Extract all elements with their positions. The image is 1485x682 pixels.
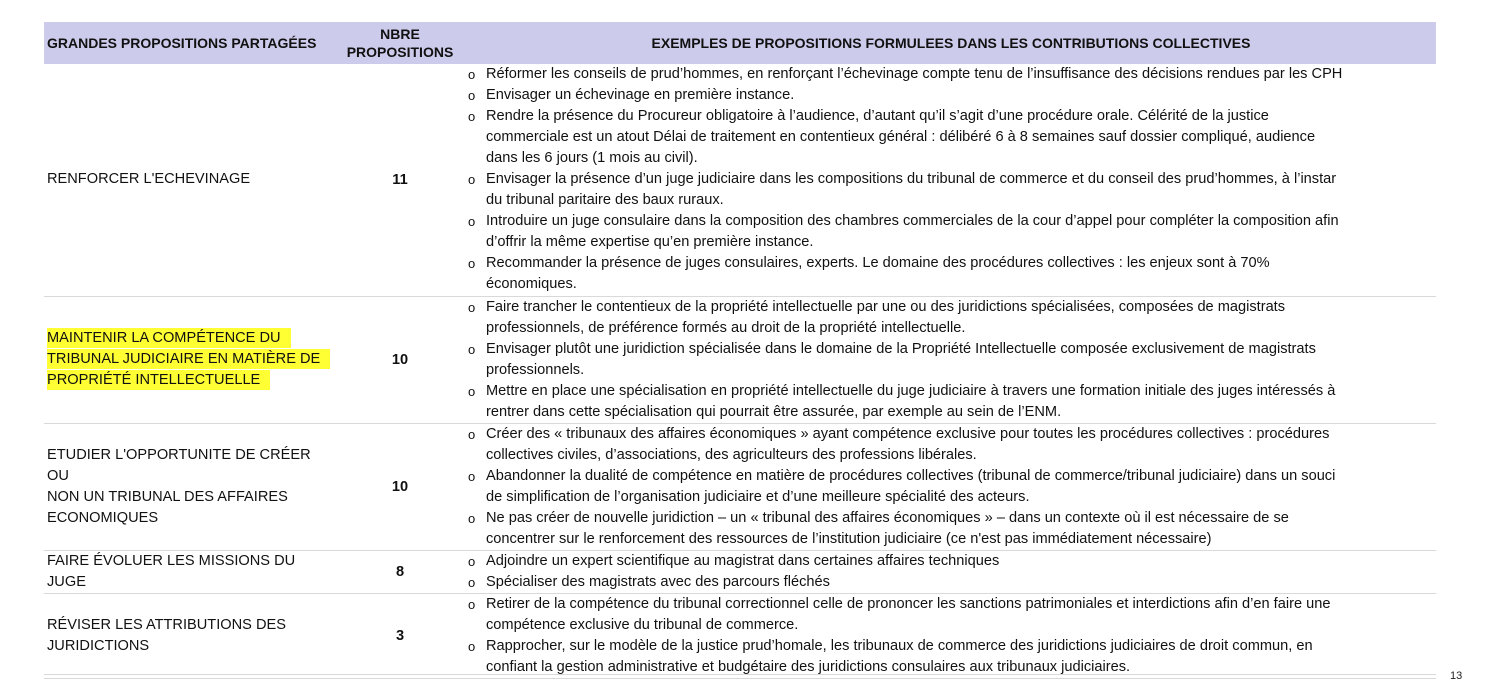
header-count-line2: PROPOSITIONS [346, 44, 454, 60]
list-item-line: concentrer sur le renforcement des ressources de l’institution judiciaire (ce n'est pas immédiatement nécessaire) [486, 530, 1212, 547]
list-item [466, 508, 1436, 550]
list-item-line: Ne pas créer de nouvelle juridiction – un « tribunal des affaires économiques » – dans un contexte où il est nécessaire de se [486, 509, 1289, 526]
list-item-line: Introduire un juge consulaire dans la composition des chambres commerciales de la cour d’appel pour compléter la composition afin [486, 213, 1339, 230]
examples-list [466, 424, 1436, 550]
proposition-title-line: RENFORCER L'ECHEVINAGE [47, 171, 251, 188]
proposition-count: 10 [334, 296, 466, 423]
proposition-title-line: NON UN TRIBUNAL DES AFFAIRES [47, 488, 288, 505]
list-item [466, 64, 1436, 85]
hollow-bullet-icon: o [468, 214, 476, 230]
examples-list [466, 551, 1436, 593]
proposition-title-line: ETUDIER L'OPPORTUNITE DE CRÉER OU [47, 446, 311, 484]
hollow-bullet-icon: o [468, 299, 476, 315]
proposition-title-line: TRIBUNAL JUDICIAIRE EN MATIÈRE DE [47, 349, 330, 369]
examples-list [466, 64, 1436, 295]
hollow-bullet-icon: o [468, 341, 476, 357]
proposition-title-line: ECONOMIQUES [47, 509, 159, 526]
hollow-bullet-icon: o [468, 109, 476, 125]
hollow-bullet-icon: o [468, 172, 476, 188]
proposition-count: 3 [334, 593, 466, 678]
proposition-count: 8 [334, 550, 466, 593]
list-item-line: Faire trancher le contentieux de la propriété intellectuelle par une ou des juridictions spécialisées, composées de magistrats [486, 298, 1286, 315]
header-examples: EXEMPLES DE PROPOSITIONS FORMULEES DANS LES CONTRIBUTIONS COLLECTIVES [466, 22, 1436, 64]
hollow-bullet-icon: o [468, 383, 476, 399]
proposition-title-line: RÉVISER LES ATTRIBUTIONS DES [47, 616, 286, 633]
list-item-line: compétence exclusive du tribunal de commerce. [486, 616, 799, 633]
hollow-bullet-icon: o [468, 256, 476, 272]
list-item-line: collectives civiles, d’associations, des agriculteurs des professions libérales. [486, 446, 977, 463]
header-propositions: GRANDES PROPOSITIONS PARTAGÉES [44, 22, 334, 64]
proposition-title-cell [44, 423, 334, 550]
list-item-line: Envisager la présence d’un juge judiciaire dans les compositions du tribunal de commerce et du conseil des prud’hommes, à l’instar [486, 171, 1337, 188]
hollow-bullet-icon: o [468, 88, 476, 104]
list-item-line: Réformer les conseils de prud’hommes, en renforçant l’échevinage compte tenu de l’insuffisance des décisions rendues par les CPH [486, 66, 1343, 83]
list-item [466, 572, 1436, 593]
hollow-bullet-icon: o [468, 468, 476, 484]
proposition-title-line: MAINTENIR LA COMPÉTENCE DU [47, 328, 291, 348]
header-count-line1: NBRE [380, 26, 420, 42]
table-row [44, 550, 1436, 593]
proposition-title-line: PROPRIÉTÉ INTELLECTUELLE [47, 370, 270, 390]
proposition-title-line: FAIRE ÉVOLUER LES MISSIONS DU JUGE [47, 552, 296, 590]
examples-cell [466, 550, 1436, 593]
list-item-line: Recommander la présence de juges consulaires, experts. Le domaine des procédures collectives : les enjeux sont à 70% [486, 255, 1270, 272]
examples-cell [466, 423, 1436, 550]
list-item-line: Mettre en place une spécialisation en propriété intellectuelle du juge judiciaire à travers une formation initiale des juges intéressés à [486, 382, 1336, 399]
table-header-row [44, 22, 1436, 64]
list-item [466, 211, 1436, 253]
list-item-line: professionnels, de préférence formés au droit de la propriété intellectuelle. [486, 319, 966, 336]
list-item-line: Rapprocher, sur le modèle de la justice prud’homale, les tribunaux de commerce des juridictions judiciaires de droit commun, en [486, 637, 1313, 654]
hollow-bullet-icon: o [468, 510, 476, 526]
hollow-bullet-icon: o [468, 426, 476, 442]
hollow-bullet-icon: o [468, 596, 476, 612]
list-item-line: Rendre la présence du Procureur obligatoire à l’audience, d’autant qu’il s’agit d’une procédure orale. Célérité de la justice [486, 108, 1269, 125]
list-item-line: Retirer de la compétence du tribunal correctionnel celle de prononcer les sanctions patrimoniales et interdictions afin d’en faire une [486, 595, 1331, 612]
page-number: 13 [1450, 670, 1463, 682]
proposition-count: 11 [334, 64, 466, 296]
list-item [466, 297, 1436, 339]
list-item [466, 339, 1436, 381]
list-item [466, 253, 1436, 295]
hollow-bullet-icon: o [468, 574, 476, 590]
proposition-title-cell [44, 64, 334, 296]
table-row [44, 423, 1436, 550]
list-item [466, 466, 1436, 508]
list-item-line: Envisager plutôt une juridiction spécialisée dans le domaine de la Propriété Intellectuelle composée exclusivement de magistrats [486, 340, 1316, 357]
table-row [44, 593, 1436, 678]
table-row [44, 64, 1436, 296]
list-item-line: Créer des « tribunaux des affaires économiques » ayant compétence exclusive pour toutes les procédures collectives : procédures [486, 425, 1330, 442]
table-row [44, 296, 1436, 423]
proposition-title-cell [44, 593, 334, 678]
list-item-line: Abandonner la dualité de compétence en matière de procédures collectives (tribunal de commerce/tribunal judiciaire) dans un souci [486, 467, 1336, 484]
list-item-line: commerciale est un atout Délai de traitement en contentieux général : délibéré 6 à 8 semaines sauf dossier compliqué, audience [486, 129, 1316, 146]
list-item-line: d’offrir la même expertise qu’en première instance. [486, 234, 814, 251]
table-bottom-rule [44, 674, 1436, 675]
list-item-line: Adjoindre un expert scientifique au magistrat dans certaines affaires techniques [486, 552, 1000, 569]
list-item [466, 636, 1436, 678]
hollow-bullet-icon: o [468, 638, 476, 654]
propositions-table [44, 22, 1436, 679]
hollow-bullet-icon: o [468, 553, 476, 569]
proposition-title-line: JURIDICTIONS [47, 637, 150, 654]
list-item-line: de simplification de l’organisation judiciaire et d’une meilleure spécialité des acteurs. [486, 488, 1030, 505]
header-count [334, 22, 466, 64]
list-item [466, 106, 1436, 169]
list-item [466, 594, 1436, 636]
list-item [466, 169, 1436, 211]
examples-cell [466, 64, 1436, 296]
list-item-line: Envisager un échevinage en première instance. [486, 87, 795, 104]
list-item [466, 551, 1436, 572]
list-item-line: dans les 6 jours (1 mois au civil). [486, 150, 698, 167]
list-item-line: Spécialiser des magistrats avec des parcours fléchés [486, 573, 830, 590]
examples-list [466, 297, 1436, 423]
examples-cell [466, 296, 1436, 423]
list-item-line: du tribunal paritaire des baux ruraux. [486, 192, 724, 209]
list-item [466, 424, 1436, 466]
examples-cell [466, 593, 1436, 678]
list-item [466, 85, 1436, 106]
examples-list [466, 594, 1436, 678]
list-item-line: rentrer dans cette spécialisation qui pourrait être assurée, par exemple au sein de l’ENM. [486, 403, 1062, 420]
hollow-bullet-icon: o [468, 67, 476, 83]
proposition-title-cell [44, 296, 334, 423]
list-item-line: confiant la gestion administrative et budgétaire des juridictions consulaires aux tribunaux judiciaires. [486, 658, 1131, 675]
proposition-title-cell [44, 550, 334, 593]
list-item-line: professionnels. [486, 361, 585, 378]
list-item [466, 381, 1436, 423]
list-item-line: économiques. [486, 276, 577, 293]
proposition-count: 10 [334, 423, 466, 550]
